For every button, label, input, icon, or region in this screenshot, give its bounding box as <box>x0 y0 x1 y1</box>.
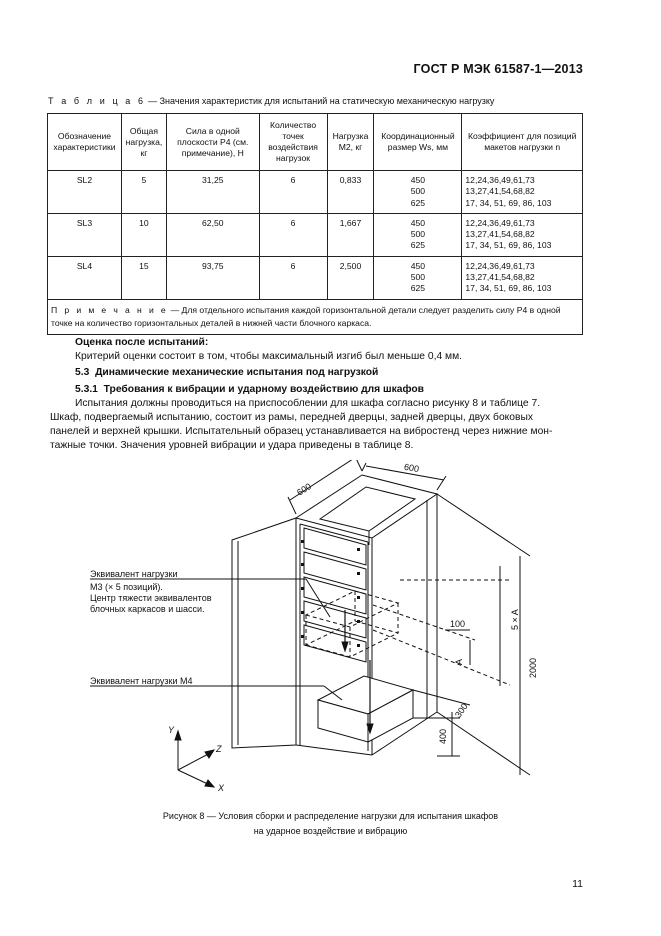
col-header-points: Количество точек воздействия нагрузок <box>259 114 327 171</box>
cabinet-door <box>232 518 296 748</box>
cell-load: 1,667 <box>327 213 374 256</box>
note-label: П р и м е ч а н и е <box>51 304 169 315</box>
coef-value: 17, 34, 51, 69, 86, 103 <box>465 240 552 251</box>
paragraph-line: панелей и верхней крышки. Испытательный образец устанавливается на вибростенд через нижние мон- <box>50 426 553 437</box>
cell-ws <box>374 256 462 299</box>
cell-points: 6 <box>259 213 327 256</box>
table-note <box>48 299 583 334</box>
z-axis-label: Z <box>216 744 222 754</box>
y-axis-arrow <box>175 731 181 740</box>
m3-label-line3: Центр тяжести эквивалентов <box>90 593 212 603</box>
table-row <box>48 171 583 214</box>
cabinet-edge <box>296 745 372 755</box>
dimension-line <box>288 497 296 514</box>
cell-total: 5 <box>121 171 166 214</box>
coef-value: 12,24,36,49,61,73 <box>465 175 535 185</box>
section-number: 5.3 <box>75 367 90 378</box>
cell-load: 2,500 <box>327 256 374 299</box>
col-header-ws: Координационный размер Ws, мм <box>374 114 462 171</box>
cell-force: 93,75 <box>166 256 259 299</box>
crate-screw <box>357 644 360 647</box>
coef-value: 17, 34, 51, 69, 86, 103 <box>465 283 552 294</box>
cell-total: 15 <box>121 256 166 299</box>
cell-load: 0,833 <box>327 171 374 214</box>
coef-value: 17, 34, 51, 69, 86, 103 <box>465 197 552 208</box>
dimension-line <box>373 630 510 685</box>
ws-value: 625 <box>410 283 426 294</box>
cell-designation: SL3 <box>48 213 122 256</box>
ws-value: 500 <box>410 272 426 283</box>
dimension-width: 600 <box>403 461 420 475</box>
table-row <box>48 256 583 299</box>
section-heading <box>75 366 378 380</box>
dimension-line <box>354 460 362 471</box>
coef-value: 12,24,36,49,61,73 <box>465 260 535 271</box>
cell-force: 62,50 <box>166 213 259 256</box>
paragraph-line: Испытания должны проводиться на приспособлении для шкафа согласно рисунку 8 и таблице 7. <box>75 398 541 409</box>
cell-ws <box>374 213 462 256</box>
m3-label-line2: М3 (× 5 позиций). <box>90 582 163 592</box>
crate-screw <box>357 548 360 551</box>
paragraph-line: Шкаф, подвергаемый испытанию, состоит из рамы, передней дверцы, задней дверцы, двух боковых <box>50 412 534 423</box>
figure-caption-line2: на ударное воздействие и вибрацию <box>253 826 408 836</box>
table-header-row <box>48 114 583 171</box>
z-axis-arrow <box>205 750 214 758</box>
dimension-offset: 100 <box>450 619 466 629</box>
dimension-height: 2000 <box>528 657 538 678</box>
ws-value: 500 <box>410 229 426 240</box>
dimension-line <box>437 494 530 556</box>
ws-value: 450 <box>410 260 426 271</box>
crate-screw <box>301 587 304 590</box>
table-note-row <box>48 299 583 334</box>
cell-ws <box>374 171 462 214</box>
ws-value: 450 <box>410 175 426 185</box>
paragraph-line: тажные точки. Значения уровней вибрации и удара приведены в таблице 8. <box>50 440 414 451</box>
crate-screw <box>301 540 304 543</box>
crate-screw <box>301 635 304 638</box>
col-header-designation: Обозначение характеристики <box>48 114 122 171</box>
evaluation-heading: Оценка после испытаний: <box>75 337 209 348</box>
m3-label-line1: Эквивалент нагрузки <box>90 569 178 579</box>
col-header-total-load: Общая нагрузка, кг <box>121 114 166 171</box>
cell-designation: SL4 <box>48 256 122 299</box>
dimension-depth: 600 <box>295 481 314 498</box>
m4-label: Эквивалент нагрузки М4 <box>90 676 193 686</box>
subsection-number: 5.3.1 <box>75 384 98 395</box>
dimension-line <box>437 476 446 490</box>
page-number: 11 <box>572 878 583 890</box>
cell-points: 6 <box>259 256 327 299</box>
crate-screw <box>357 572 360 575</box>
coef-value: 12,24,36,49,61,73 <box>465 217 535 228</box>
ws-value: 625 <box>410 240 426 251</box>
dimension-line <box>437 712 530 775</box>
cell-coefficient <box>462 213 583 256</box>
dimension-box-height: 400 <box>438 728 448 744</box>
col-header-load-m2: Нагрузка М2, кг <box>327 114 374 171</box>
col-header-force: Сила в одной плоскости Р4 (см. примечание), Н <box>166 114 259 171</box>
dimension-box-depth: 300 <box>452 701 470 720</box>
y-axis-label: Y <box>168 725 175 735</box>
cell-points: 6 <box>259 171 327 214</box>
ws-value: 500 <box>410 186 426 197</box>
coef-value: 13,27,41,54,68,82 <box>465 272 535 283</box>
load-characteristics-table <box>47 113 583 335</box>
cell-coefficient <box>462 171 583 214</box>
table-caption <box>48 96 494 106</box>
subsection-heading <box>75 383 424 397</box>
x-axis-label: X <box>218 783 225 793</box>
figure-caption-line1: Рисунок 8 — Условия сборки и распределение нагрузки для испытания шкафов <box>162 811 499 821</box>
cabinet-figure <box>0 460 661 805</box>
cell-designation: SL2 <box>48 171 122 214</box>
cell-total: 10 <box>121 213 166 256</box>
standard-designation: ГОСТ Р МЭК 61587-1—2013 <box>413 62 583 76</box>
crate-screw <box>301 611 304 614</box>
col-header-coefficient: Коэффициент для позиций макетов нагрузки n <box>462 114 583 171</box>
x-axis-arrow <box>205 780 214 787</box>
dimension-line <box>362 463 366 471</box>
table-caption-label: Т а б л и ц а 6 <box>48 96 146 106</box>
section-title: Динамические механические испытания под нагрузкой <box>95 367 379 378</box>
crate-screw <box>301 563 304 566</box>
crate-screw <box>357 596 360 599</box>
evaluation-text: Критерий оценки состоит в том, чтобы максимальный изгиб был меньше 0,4 мм. <box>75 351 463 362</box>
table-caption-text: — Значения характеристик для испытаний на статическую механическую нагрузку <box>145 96 495 106</box>
coef-value: 13,27,41,54,68,82 <box>465 186 535 197</box>
cell-force: 31,25 <box>166 171 259 214</box>
dimension-a: A <box>454 658 464 665</box>
ws-value: 625 <box>410 197 426 208</box>
m3-label-line4: блочных каркасов и шасси. <box>90 604 205 614</box>
coef-value: 13,27,41,54,68,82 <box>465 229 535 240</box>
ws-value: 450 <box>410 217 426 228</box>
dimension-spacing: 5 × A <box>510 609 520 630</box>
subsection-title: Требования к вибрации и ударному воздействию для шкафов <box>103 384 425 395</box>
cell-coefficient <box>462 256 583 299</box>
figure-caption <box>0 809 661 839</box>
note-text: — Для отдельного испытания каждой горизонтальной детали следует разделить силу Р4 в одной точке на количество горизонтальных деталей в нижней части блочного каркаса. <box>51 304 561 328</box>
table-row <box>48 213 583 256</box>
